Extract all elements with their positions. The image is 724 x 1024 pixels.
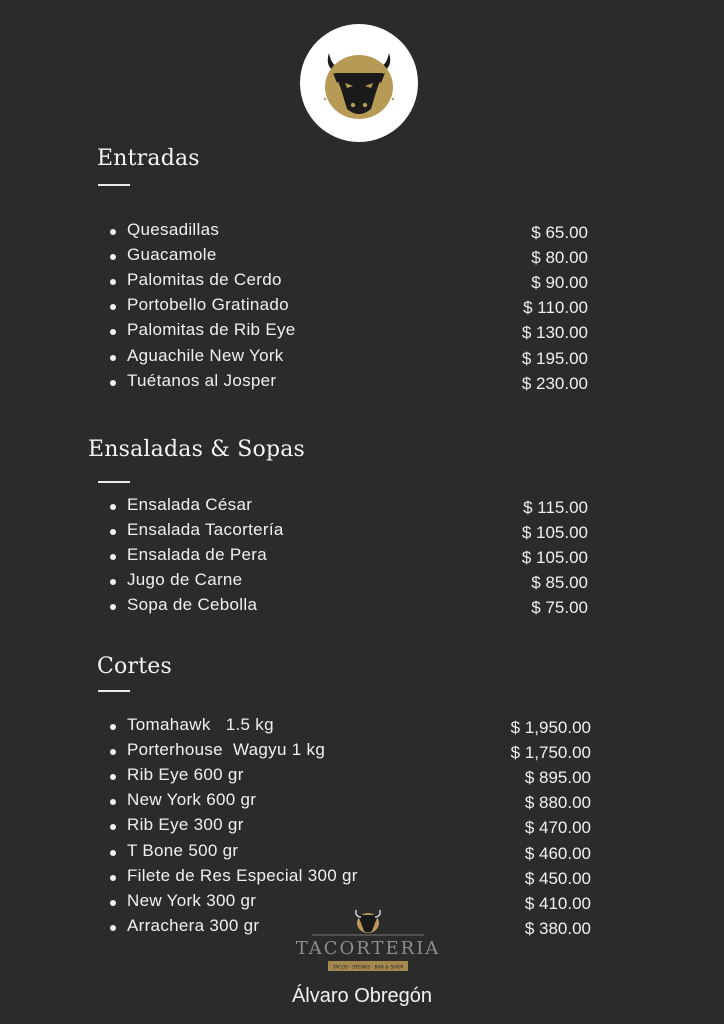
location-label: Álvaro Obregón <box>291 985 433 1007</box>
menu-item <box>0 866 724 891</box>
menu-item-price: $ 65.00 <box>531 223 588 242</box>
menu-item-price: $ 115.00 <box>523 498 588 517</box>
menu-item-price: $ 1,950.00 <box>510 718 591 737</box>
menu-item-price: $ 1,750.00 <box>510 743 591 763</box>
menu-item-name: Portobello Gratinado <box>127 295 289 315</box>
menu-item-name: Tomahawk 1.5 kg <box>127 715 274 734</box>
menu-item <box>0 545 724 570</box>
menu-item <box>0 520 724 545</box>
bullet-icon <box>110 554 116 560</box>
menu-item-price: $ 90.00 <box>531 273 588 293</box>
menu-item-name: Palomitas de Cerdo <box>127 270 282 290</box>
bullet-icon <box>110 229 116 235</box>
menu-item-name: Porterhouse Wagyu 1 kg <box>127 740 326 760</box>
bullet-icon <box>110 875 116 881</box>
menu-item <box>0 790 724 815</box>
menu-item-name: Quesadillas <box>127 220 220 239</box>
menu-item-price: $ 195.00 <box>521 348 588 368</box>
brand-tagline: TACOS · STEAKS · BAR & SHOP <box>332 965 404 971</box>
menu-item-name: Ensalada César <box>127 495 253 514</box>
menu-item-price: $ 880.00 <box>524 793 591 813</box>
menu-item-price: $ 410.00 <box>524 893 591 913</box>
menu-item-price: $ 75.00 <box>531 598 588 618</box>
bull-head-icon <box>356 910 380 933</box>
bullet-icon <box>110 254 116 260</box>
section-underline <box>98 690 130 692</box>
menu-item-price: $ 85.00 <box>531 573 588 593</box>
menu-item-price: $ 470.00 <box>524 818 591 838</box>
bullet-icon <box>110 329 116 335</box>
menu-item-name: Filete de Res Especial 300 gr <box>127 865 358 885</box>
menu-item-price: $ 460.00 <box>524 843 591 863</box>
menu-item-name: New York 600 gr <box>127 790 257 810</box>
bullet-icon <box>110 850 116 856</box>
menu-item <box>0 570 724 595</box>
section-title-ensaladas-sopas: Ensaladas & Sopas <box>88 437 306 462</box>
menu-item-price: $ 80.00 <box>531 248 588 268</box>
bullet-icon <box>110 799 116 805</box>
bullet-icon <box>110 824 116 830</box>
bullet-icon <box>110 925 116 931</box>
bullet-icon <box>110 724 116 730</box>
menu-item <box>0 715 724 740</box>
menu-item <box>0 371 724 396</box>
bullet-icon <box>110 279 116 285</box>
footer-logo <box>295 906 441 976</box>
menu-item <box>0 815 724 840</box>
section-title-cortes: Cortes <box>97 654 172 679</box>
menu-item-price: $ 105.00 <box>521 523 588 543</box>
menu-item-name: Sopa de Cebolla <box>127 595 258 615</box>
menu-item-name: Aguachile New York <box>127 345 284 365</box>
bullet-icon <box>110 355 116 361</box>
menu-item <box>0 270 724 295</box>
bullet-icon <box>110 529 116 535</box>
menu-item-price: $ 230.00 <box>521 373 588 393</box>
bullet-icon <box>110 304 116 310</box>
menu-item <box>0 220 724 245</box>
menu-item <box>0 295 724 320</box>
bullet-icon <box>110 504 116 510</box>
menu-item <box>0 841 724 866</box>
menu-item-price: $ 895.00 <box>524 768 591 788</box>
menu-item-price: $ 105.00 <box>521 548 588 568</box>
menu-item-name: Tuétanos al Josper <box>127 370 277 390</box>
menu-item-name: Ensalada de Pera <box>127 545 267 565</box>
bullet-icon <box>110 900 116 906</box>
menu-item-name: Ensalada Tacortería <box>127 520 284 540</box>
menu-item-name: New York 300 gr <box>127 890 257 910</box>
menu-item <box>0 765 724 790</box>
menu-item-name: Rib Eye 300 gr <box>127 815 244 835</box>
bullet-icon <box>110 774 116 780</box>
menu-item-name: Palomitas de Rib Eye <box>127 320 296 340</box>
menu-item-price: $ 130.00 <box>521 323 588 343</box>
menu-item-name: T Bone 500 gr <box>127 840 239 860</box>
menu-item-name: Arrachera 300 gr <box>127 915 260 935</box>
logo-badge <box>300 24 418 142</box>
section-underline <box>98 481 130 483</box>
bullet-icon <box>110 380 116 386</box>
menu-item-name: Jugo de Carne <box>127 570 243 590</box>
menu-item-name: Rib Eye 600 gr <box>127 765 244 785</box>
menu-item <box>0 495 724 520</box>
bull-head-icon <box>311 43 407 123</box>
menu-item-price: $ 380.00 <box>524 918 591 938</box>
menu-item-price: $ 110.00 <box>523 298 588 318</box>
section-underline <box>98 184 130 186</box>
brand-wordmark: TACORTERIA <box>295 938 441 959</box>
section-title-entradas: Entradas <box>97 146 200 171</box>
menu-item <box>0 320 724 345</box>
bullet-icon <box>110 749 116 755</box>
menu-item-name: Guacamole <box>127 245 217 265</box>
bullet-icon <box>110 604 116 610</box>
menu-item-price: $ 450.00 <box>524 868 591 888</box>
menu-item <box>0 595 724 620</box>
menu-item <box>0 346 724 371</box>
bullet-icon <box>110 579 116 585</box>
menu-item <box>0 740 724 765</box>
menu-item <box>0 245 724 270</box>
